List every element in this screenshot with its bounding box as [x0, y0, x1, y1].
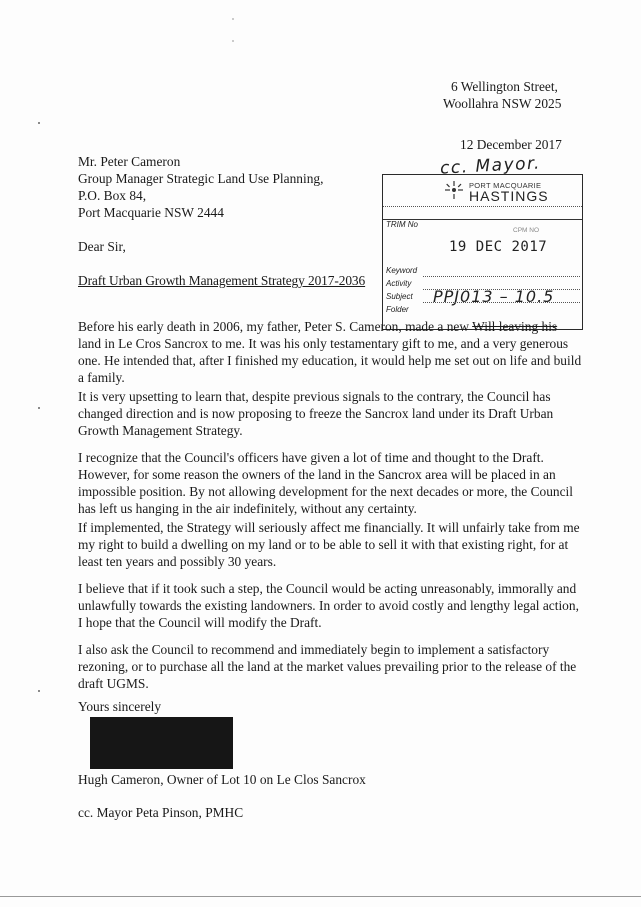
stamp-cpm-label: CPM NO — [513, 227, 539, 234]
struck-text: Will leaving his — [472, 319, 558, 334]
signature-block: Hugh Cameron, Owner of Lot 10 on Le Clos Sancrox — [78, 772, 366, 787]
scan-speck — [38, 122, 40, 124]
stamp-subject-value: PPJ013 – 10.5 — [433, 287, 555, 306]
paragraph-line: draft UGMS. — [78, 676, 149, 691]
paragraph-line: If implemented, the Strategy will seriously affect me financially. It will unfairly take from me — [78, 520, 580, 535]
paragraph-line — [78, 318, 573, 335]
stamp-keyword-label: Keyword — [386, 266, 418, 275]
recipient-name: Mr. Peter Cameron — [78, 154, 181, 169]
subject-line: Draft Urban Growth Management Strategy 2017-2036 — [78, 273, 366, 288]
paragraph-2 — [78, 388, 573, 439]
scan-speck — [232, 18, 234, 20]
stamp-port-label: PORT MACQUARIE — [469, 181, 542, 190]
recipient-box: P.O. Box 84, — [78, 188, 147, 203]
stamp-trim-label: TRIM No — [386, 220, 418, 229]
scan-speck — [232, 40, 234, 42]
recipient-city: Port Macquarie NSW 2444 — [78, 205, 224, 220]
paragraph-line: my right to build a dwelling on my land or to be able to sell it with that existing right, for at — [78, 537, 569, 552]
recipient-title: Group Manager Strategic Land Use Planning, — [78, 171, 324, 186]
sender-address-line2: Woollahra NSW 2025 — [443, 96, 562, 111]
paragraph-line: Growth Management Strategy. — [78, 423, 243, 438]
paragraph-1 — [78, 318, 582, 386]
stamp-subject-label: Subject — [386, 292, 413, 301]
paragraph-line: one. He intended that, after I finished my education, it would help me set out on life and build — [78, 353, 582, 368]
scan-speck — [38, 407, 40, 409]
scan-bottom-edge — [0, 896, 641, 897]
paragraph-line: changed direction and is now proposing to freeze the Sancrox land under its Draft Urban — [78, 406, 554, 421]
paragraph-3 — [78, 449, 573, 517]
paragraph-line: has left us hanging in the air indefinitely, without any certainty. — [78, 501, 417, 516]
cc-line: cc. Mayor Peta Pinson, PMHC — [78, 805, 244, 820]
paragraph-line: least ten years and possibly 30 years. — [78, 554, 277, 569]
stamp-activity-label: Activity — [386, 279, 412, 288]
paragraph-line: a family. — [78, 370, 125, 385]
stamp-received-date: 19 DEC 2017 — [449, 239, 548, 255]
received-stamp — [382, 174, 583, 330]
closing: Yours sincerely — [78, 699, 162, 714]
paragraph-line: I hope that the Council will modify the Draft. — [78, 615, 322, 630]
paragraph-line: rezoning, or to purchase all the land at the market values prevailing prior to the release of the — [78, 659, 577, 674]
paragraph-6 — [78, 641, 577, 692]
letter-date: 12 December 2017 — [460, 137, 562, 152]
paragraph-4 — [78, 519, 580, 570]
paragraph-line: I also ask the Council to recommend and immediately begin to implement a satisfactory — [78, 642, 550, 657]
council-logo-icon — [445, 181, 463, 199]
stamp-subject-rule — [423, 302, 580, 303]
sender-address-line1: 6 Wellington Street, — [451, 79, 558, 94]
salutation: Dear Sir, — [78, 239, 126, 254]
paragraph-text: Before his early death in 2006, my father, Peter S. Cameron, made a new — [78, 319, 473, 334]
paragraph-line: unlawfully towards the existing landowners. In order to avoid costly and lengthy legal action, — [78, 598, 579, 613]
paragraph-line: I recognize that the Council's officers have given a lot of time and thought to the Draft. — [78, 450, 544, 465]
stamp-org-label: HASTINGS — [469, 188, 549, 204]
paragraph-line: land in Le Cros Sancrox to me. It was his only testamentary gift to me, and a very generous — [78, 336, 569, 351]
paragraph-line: impossible position. By not allowing development for the next decades or more, the Council — [78, 484, 573, 499]
handwritten-cc-note: cc. Mayor. — [439, 153, 542, 179]
paragraph-line: I believe that if it took such a step, the Council would be acting unreasonably, immorally and — [78, 581, 577, 596]
stamp-folder-label: Folder — [386, 305, 409, 314]
stamp-keyword-rule — [423, 276, 580, 277]
paragraph-line: However, for some reason the owners of the land in the Sancrox area will be placed in an — [78, 467, 556, 482]
paragraph-line: It is very upsetting to learn that, despite previous signals to the contrary, the Council has — [78, 389, 551, 404]
scan-speck — [38, 690, 40, 692]
stamp-dotted-rule — [383, 206, 582, 207]
redacted-signature — [90, 717, 233, 769]
paragraph-5 — [78, 580, 579, 631]
